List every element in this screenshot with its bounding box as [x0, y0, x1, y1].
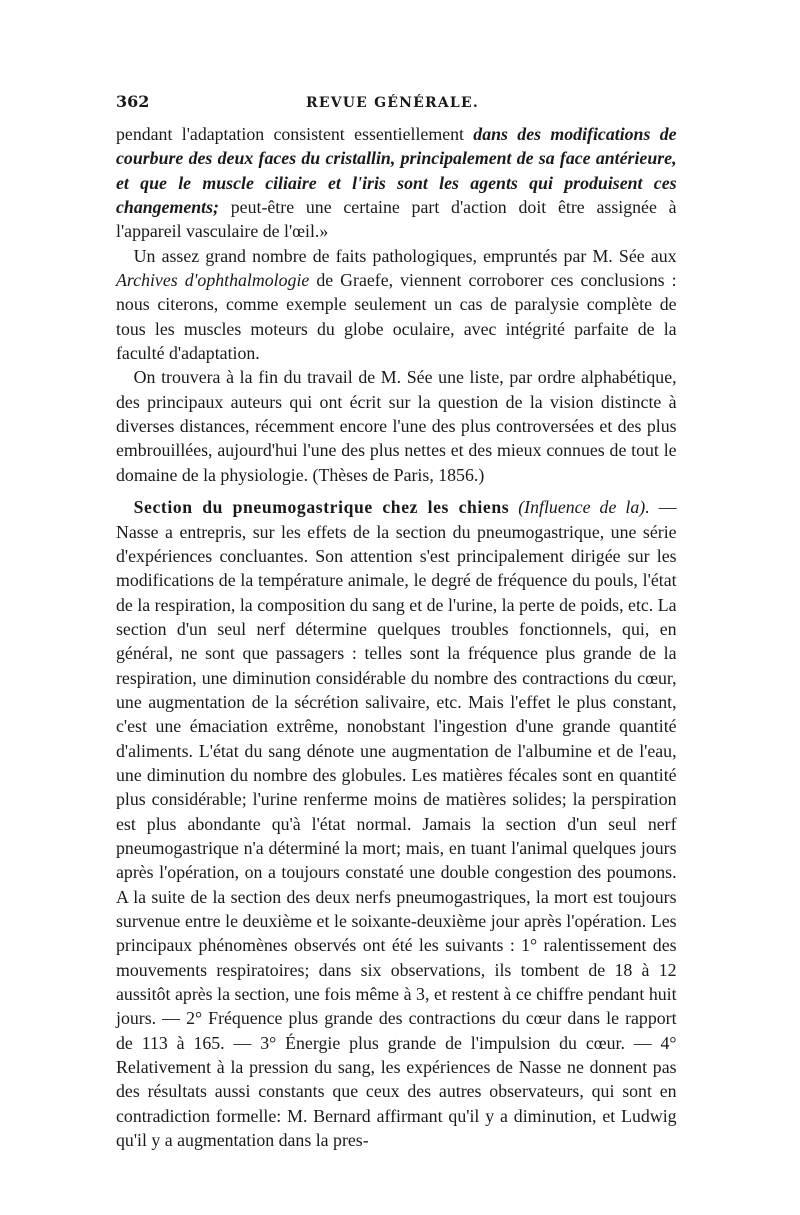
body-text — [116, 122, 677, 1152]
para2-journal-title: Archives d'ophthalmologie — [116, 270, 310, 291]
page-header — [116, 92, 688, 122]
page-number: 362 — [116, 92, 150, 111]
paragraph-2 — [116, 244, 677, 366]
section-body: — Nasse a entrepris, sur les effets de la section du pneumogastrique, une série d'expériences concluantes. Son attention s'est principalement dirigée sur les modifications de la température animale, le degré de fréquence du pouls, l'état de la respiration, la composition du sang et de l'urine, la perte de poids, etc. La section d'un seul nerf détermine quelques troubles fonctionnels, qui, en général, ne sont que passagers : telles sont la fréquence plus grande de la respiration, une diminution considérable du nombre des contractions du cœur, une augmentation de la sécrétion salivaire, etc. Mais l'effet le plus constant, c'est une émaciation extrême, nonobstant l'ingestion d'une grande quantité d'aliments. L'état du sang dénote une augmentation de l'albumine et de l'eau, une diminution du nombre des globules. Les matières fécales sont en quantité plus considérable; l'urine renferme moins de matières solides; la perspiration est plus abondante qu'à l'état normal. Jamais la section d'un seul nerf pneumogastrique n'a déterminé la mort; mais, en tuant l'animal quelques jours après l'opération, on a toujours constaté une double congestion des poumons. A la suite de la section des deux nerfs pneumogastriques, la mort est toujours survenue entre le deuxième et le soixante-deuxième jour après l'opération. Les principaux phénomènes observés ont été les suivants : 1° ralentissement des mouvements respiratoires; dans six observations, ils tombent de 18 à 12 aussitôt après la section, une fois même à 3, et restent à ce chiffre pendant huit jours. — 2° Fréquence plus grande des contractions du cœur dans le rapport de 113 à 165. — 3° Énergie plus grande de l'impulsion du cœur. — 4° Relativement à la pression du sang, les expériences de Nasse ne donnent pas des résultats aussi constants que ceux des autres observateurs, qui sont en contradiction formelle: M. Bernard affirmant qu'il y a diminution, et Ludwig qu'il y a augmentation dans la pres- — [116, 497, 677, 1151]
page — [116, 92, 688, 1152]
section-paragraph — [116, 495, 677, 1152]
para1-text-b: peut-être une certaine part d'action doit être assignée à l'appareil vasculaire de l'œil.» — [116, 197, 677, 242]
para3-text: On trouvera à la fin du travail de M. Sée une liste, par ordre alphabétique, des principaux auteurs qui ont écrit sur la question de la vision distincte à diverses distances, récemment encore l'une des plus controversées et des plus embrouillées, aujourd'hui l'une des plus nettes et des mieux connues de tout le domaine de la physiologie. (Thèses de Paris, 1856.) — [116, 367, 677, 485]
para1-text-a: pendant l'adaptation consistent essentiellement — [116, 124, 474, 144]
running-title: REVUE GÉNÉRALE. — [306, 95, 479, 111]
section-heading: Section du pneumogastrique chez les chiens — [133, 497, 510, 518]
paragraph-1 — [116, 122, 677, 244]
paragraph-3 — [116, 365, 677, 487]
para2-text-a: Un assez grand nombre de faits pathologiques, empruntés par M. Sée aux — [133, 245, 677, 266]
para2-text-b: de Graefe, viennent corroborer ces conclusions : nous citerons, comme exemple seulement un cas de paralysie complète de tous les muscles moteurs du globe oculaire, avec intégrité parfaite de la faculté d'adaptation. — [116, 270, 677, 364]
para1-emphasis: dans des modifications de courbure des deux faces du cristallin, principalement de sa face antérieure, et que le muscle ciliaire et l'iris sont les agents qui produisent ces changements; — [116, 124, 677, 218]
section-subtitle: (Influence de la). — [518, 497, 650, 518]
